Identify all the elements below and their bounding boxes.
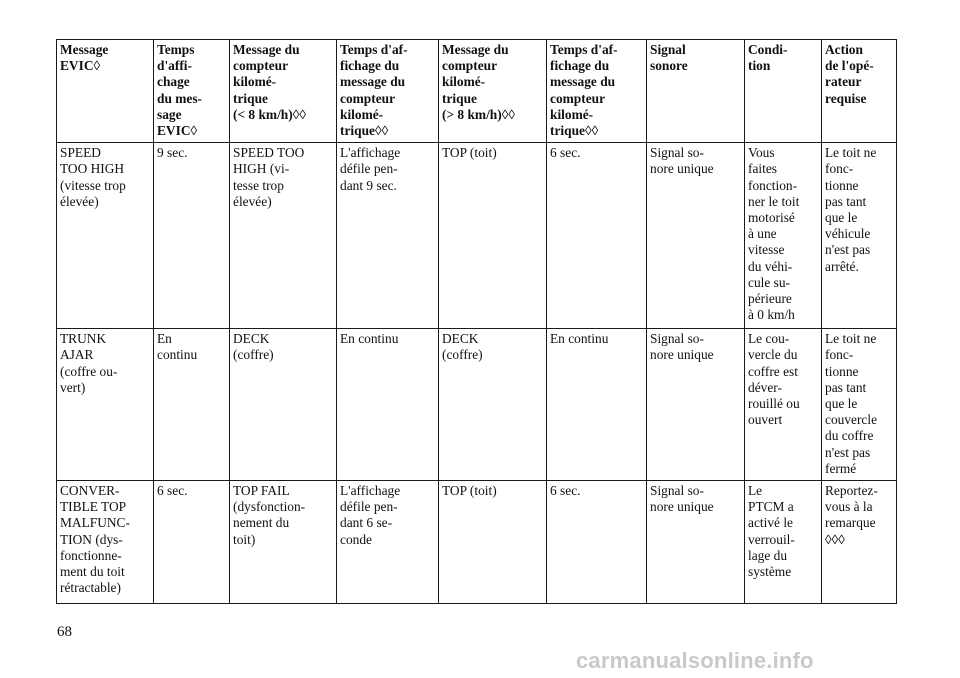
cell-operator-action: Le toit ne fonc- tionne pas tant que le couvercle du coffre n'est pas fermé [822, 329, 897, 481]
table-row [57, 481, 897, 604]
table-header-row [57, 40, 897, 143]
cell-odometer-display-time-low-speed: En continu [337, 329, 439, 481]
cell-operator-action: Reportez- vous à la remarque ◊◊◊ [822, 481, 897, 604]
cell-condition: Le cou- vercle du coffre est déver- rouillé ou ouvert [745, 329, 822, 481]
header-odometer-display-time-low-speed: Temps d'af- fichage du message du compteur kilomé- trique◊◊ [337, 40, 439, 143]
cell-chime: Signal so- nore unique [647, 143, 745, 329]
header-odometer-message-low-speed: Message du compteur kilomé- trique (< 8 km/h)◊◊ [230, 40, 337, 143]
cell-evic-display-time: 6 sec. [154, 481, 230, 604]
table-row [57, 143, 897, 329]
cell-odometer-message-low-speed: DECK (coffre) [230, 329, 337, 481]
cell-odometer-message-high-speed: DECK (coffre) [439, 329, 547, 481]
header-evic-display-time: Temps d'affi- chage du mes- sage EVIC◊ [154, 40, 230, 143]
cell-odometer-message-low-speed: TOP FAIL (dysfonction- nement du toit) [230, 481, 337, 604]
cell-evic-message: TRUNK AJAR (coffre ou- vert) [57, 329, 154, 481]
cell-odometer-message-high-speed: TOP (toit) [439, 481, 547, 604]
cell-odometer-message-low-speed: SPEED TOO HIGH (vi- tesse trop élevée) [230, 143, 337, 329]
cell-evic-display-time: 9 sec. [154, 143, 230, 329]
header-evic-message: Message EVIC◊ [57, 40, 154, 143]
cell-evic-message: SPEED TOO HIGH (vitesse trop élevée) [57, 143, 154, 329]
header-chime: Signal sonore [647, 40, 745, 143]
header-odometer-message-high-speed: Message du compteur kilomé- trique (> 8 km/h)◊◊ [439, 40, 547, 143]
cell-operator-action: Le toit ne fonc- tionne pas tant que le véhicule n'est pas arrêté. [822, 143, 897, 329]
watermark: carmanualsonline.info [576, 648, 814, 673]
cell-odometer-display-time-low-speed: L'affichage défile pen- dant 9 sec. [337, 143, 439, 329]
warning-messages-table [56, 39, 897, 604]
cell-chime: Signal so- nore unique [647, 481, 745, 604]
header-condition: Condi- tion [745, 40, 822, 143]
header-operator-action: Action de l'opé- rateur requise [822, 40, 897, 143]
page-number: 68 [57, 624, 72, 640]
cell-evic-message: CONVER- TIBLE TOP MALFUNC- TION (dys- fonctionne- ment du toit rétractable) [57, 481, 154, 604]
cell-condition: Vous faites fonction- ner le toit motorisé à une vitesse du véhi- cule su- périeure à 0 km/h [745, 143, 822, 329]
cell-odometer-display-time-low-speed: L'affichage défile pen- dant 6 se- conde [337, 481, 439, 604]
header-odometer-display-time-high-speed: Temps d'af- fichage du message du compteur kilomé- trique◊◊ [547, 40, 647, 143]
cell-odometer-display-time-high-speed: 6 sec. [547, 143, 647, 329]
cell-odometer-display-time-high-speed: 6 sec. [547, 481, 647, 604]
cell-odometer-display-time-high-speed: En continu [547, 329, 647, 481]
cell-evic-display-time: En continu [154, 329, 230, 481]
cell-odometer-message-high-speed: TOP (toit) [439, 143, 547, 329]
table-row [57, 329, 897, 481]
cell-condition: Le PTCM a activé le verrouil- lage du système [745, 481, 822, 604]
cell-chime: Signal so- nore unique [647, 329, 745, 481]
